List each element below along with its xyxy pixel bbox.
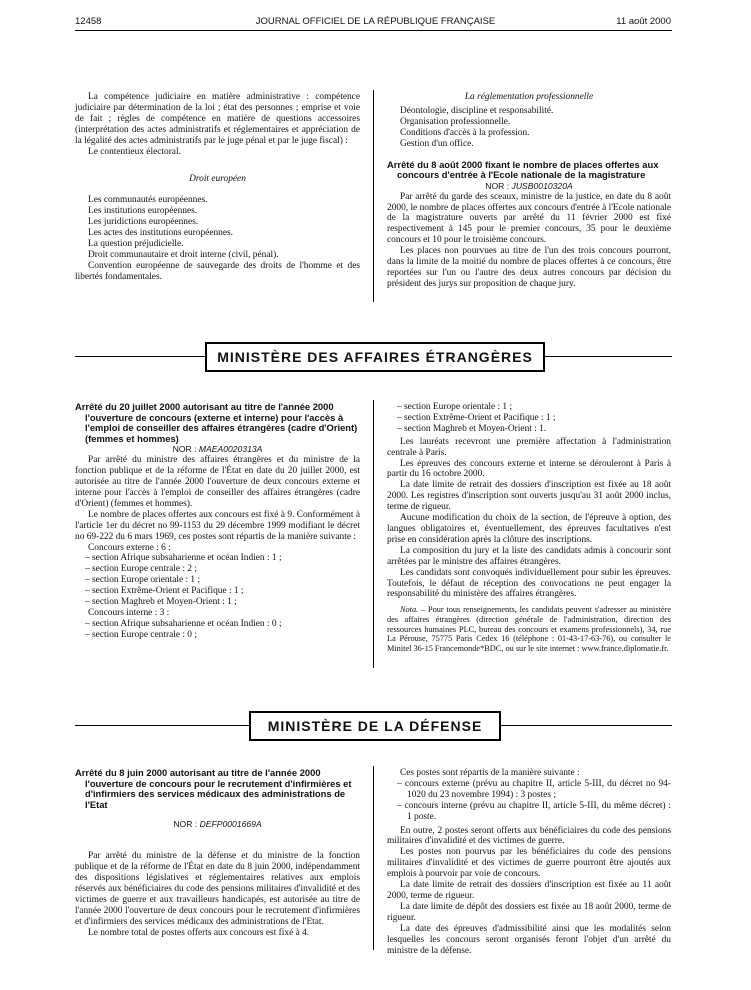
externe-list [75, 553, 360, 608]
paragraph: Par arrêté du ministre de la défense et du ministre de la fonction publique et de la réforme de l'État en date du 8 juin 2000, indépendamment des dispositions législatives et réglementaires relatives aux emplois réservés aux bénéficiaires du code des pensions militaires d'invalidité et des victimes de guerre et aux travailleurs handicapés, est autorisée au titre de l'année 2000 l'ouverture de deux concours pour le recrutement d'infirmières et d'infirmiers des services médicaux des administrations de l'Etat. [75, 851, 360, 927]
footnote: Nota. – Pour tous renseignements, les candidats peuvent s'adresser au ministère des affaires étrangères (direction générale de l'administration, direction des ressources humaines PLC, bureau des concours et examens professionnels), 34, rue La Pérouse, 75775 Paris Cedex 16 (téléphone : 01-43-17-63-76), ou consulter le Minitel 36-15 Francemonde*BDC, ou sur le site internet : www.france.diplomatie.fr. [387, 605, 671, 653]
paragraph: La date limite de retrait des dossiers d'inscription est fixée au 18 août 2000. Les registres d'inscription sont ouverts jusqu'au 31 août 2000 inclus, terme de rigueur. [387, 480, 671, 513]
journal-title: JOURNAL OFFICIEL DE LA RÉPUBLIQUE FRANÇAISE [255, 16, 496, 27]
nor-reference: NOR : MAEA0020313A [172, 444, 263, 455]
decree-title: Arrêté du 20 juillet 2000 autorisant au titre de l'année 2000 l'ouverture de concours (externe et interne) pour l'accès à l'emploi de conseiller des affaires étrangères (cadre d'Orient) (femmes et hommes) [75, 401, 358, 444]
paragraph: Par arrêté du ministre des affaires étrangères et du ministre de la fonction publique et de la réforme de l'État en date du 20 juillet 2000, est autorisée au titre de l'année 2000 l'ouverture de deux concours externe et interne pour l'accès à l'emploi de conseiller des affaires étrangères (cadre d'Orient) (femmes et hommes). [75, 455, 360, 509]
list-item: Conditions d'accès à la profession. [400, 127, 530, 138]
list-heading: Concours interne : 3 : [88, 607, 170, 618]
section-heading: La réglementation professionnelle [464, 92, 594, 102]
interne-list [75, 619, 360, 641]
bottom-left-column [75, 768, 360, 939]
ministry-heading: MINISTÈRE DE LA DÉFENSE [249, 711, 501, 741]
ministry-heading: MINISTÈRE DES AFFAIRES ÉTRANGÈRES [205, 342, 545, 372]
list-item: – section Extrême-Orient et Pacifique : 1 ; [397, 412, 556, 423]
top-left-column [75, 92, 360, 283]
item-list [75, 195, 360, 282]
paragraph: La date des épreuves d'admissibilité ainsi que les modalités selon lesquelles les concours seront organisés feront l'objet d'un arrêté du ministre de la défense. [387, 923, 671, 956]
bottom-right-column [387, 768, 671, 956]
paragraph: En outre, 2 postes seront offerts aux bénéficiaires du code des pensions militaires d'invalidité et des victimes de guerre. [387, 825, 671, 847]
list-item: – section Afrique subsaharienne et océan Indien : 0 ; [85, 618, 282, 629]
paragraph: La date limite de dépôt des dossiers est fixée au 18 août 2000, terme de rigueur. [387, 901, 671, 923]
list-item: – concours externe (prévu au chapitre II, article 5-III, du décret no 94-1020 du 23 novembre 1994) : 3 postes ; [397, 778, 671, 800]
decree-title: Arrêté du 8 juin 2000 autorisant au titre de l'année 2000 l'ouverture de concours pour le recrutement d'infirmières et d'infirmiers des services médicaux des administrations de l'Etat [75, 767, 352, 810]
page-header [0, 16, 751, 30]
paragraph: Ces postes sont répartis de la manière suivante : [400, 768, 580, 778]
list-item: Les juridictions européennes. [88, 217, 199, 228]
paragraph: La composition du jury et la liste des candidats admis à concourir sont arrêtées par le ministre des affaires étrangères. [387, 545, 671, 567]
column-divider [373, 400, 374, 668]
page-number: 12458 [75, 16, 102, 27]
header-rule [75, 30, 672, 31]
list-item: Convention européenne de sauvegarde des droits de l'homme et des libertés fondamentales. [75, 260, 360, 282]
paragraph: Les lauréats recevront une première affectation à l'administration centrale à Paris. [387, 436, 671, 458]
post-list [387, 779, 671, 823]
mid-left-column [75, 402, 360, 641]
list-item: – section Maghreb et Moyen-Orient : 1. [397, 423, 547, 434]
paragraph: Le nombre de places offertes aux concours est fixé à 9. Conformément à l'article 1er du décret no 99-1153 du 29 décembre 1999 modifiant le décret no 69-222 du 6 mars 1969, ces postes sont répartis de la manière suivante : [75, 509, 360, 542]
list-item: Les institutions européennes. [88, 206, 198, 217]
paragraph: Par arrêté du garde des sceaux, ministre de la justice, en date du 8 août 2000, le nombre de places offertes aux concours d'entrée à l'Ecole nationale de la magistrature ouverts par arrêté du 11 février 2000 est fixé respectivement à 145 pour le premier concours, 35 pour le deuxième concours et 10 pour le troisième concours. [387, 191, 671, 246]
list-item: – section Afrique subsaharienne et océan Indien : 1 ; [85, 553, 282, 564]
list-item: Les actes des institutions européennes. [88, 228, 234, 239]
paragraph: Les places non pourvues au titre de l'un des trois concours pourront, dans la limite de la moitié du nombre de places offertes à ce concours, être reportées sur l'un ou l'autre des deux autres concours par décision du président des jurys sur proposition de chaque jury. [387, 246, 671, 289]
nor-reference: NOR : DEFP0001669A [173, 819, 262, 830]
nor-reference: NOR : JUSB0010320A [485, 180, 573, 191]
top-right-column [387, 92, 671, 290]
list-item: – section Europe orientale : 1 ; [85, 575, 201, 586]
issue-date: 11 août 2000 [616, 16, 671, 27]
section-list [387, 402, 671, 435]
paragraph: Le nombre total de postes offerts aux concours est fixé à 4. [88, 927, 310, 938]
paragraph: Les candidats sont convoqués individuellement pour subir les épreuves. Toutefois, le défaut de réception des convocations ne peut engager la responsabilité du ministère des affaires étrangères. [387, 567, 671, 600]
list-item: La question préjudicielle. [88, 238, 184, 249]
paragraph: La date limite de retrait des dossiers d'inscription est fixée au 11 août 2000, terme de rigueur. [387, 880, 671, 901]
list-item: Droit communautaire et droit interne (civil, pénal). [88, 249, 279, 260]
section-heading: Droit européen [189, 174, 246, 185]
list-heading: Concours externe : 6 : [88, 542, 171, 553]
column-divider [373, 766, 374, 950]
decree-title: Arrêté du 8 août 2000 fixant le nombre de places offertes aux concours d'entrée à l'Ecole nationale de la magistrature [387, 158, 659, 181]
mid-right-column [387, 402, 671, 653]
list-item: – section Maghreb et Moyen-Orient : 1 ; [85, 597, 237, 608]
list-item: Gestion d'un office. [400, 138, 474, 149]
list-item: Déontologie, discipline et responsabilité. [400, 105, 554, 116]
column-divider [373, 90, 374, 302]
list-item: Les communautés européennes. [88, 195, 208, 206]
list-item: – section Europe centrale : 0 ; [85, 629, 197, 640]
paragraph: Les postes non pourvus par les bénéficiaires du code des pensions militaires d'invalidité et des victimes de guerre pourront être ajoutés aux emplois à pourvoir par voie de concours. [387, 847, 671, 880]
paragraph: Le contentieux électoral. [88, 146, 181, 157]
list-item: – concours interne (prévu au chapitre II, article 5-III, du même décret) : 1 poste. [397, 800, 671, 822]
list-item: – section Europe centrale : 2 ; [85, 564, 197, 575]
list-item: Organisation professionnelle. [400, 116, 511, 127]
list-item: – section Extrême-Orient et Pacifique : 1 ; [85, 586, 244, 597]
paragraph: La compétence judiciaire en matière administrative : compétence judiciaire par détermination de la loi ; état des personnes ; emprise et voie de fait ; règles de compétence en matière de questions accessoires (interprétation des actes administratifs et réglementaires et appréciation de la légalité des actes administratifs par le juge pénal et par le juge fiscal) : [75, 92, 360, 146]
list-item: – section Europe orientale : 1 ; [397, 402, 513, 412]
paragraph: Aucune modification du choix de la section, de l'épreuve à option, des langues obligatoires et, éventuellement, des épreuves facultatives n'est prise en considération après la clôture des inscriptions. [387, 513, 671, 545]
paragraph: Les épreuves des concours externe et interne se dérouleront à Paris à partir du 16 octobre 2000. [387, 458, 671, 480]
